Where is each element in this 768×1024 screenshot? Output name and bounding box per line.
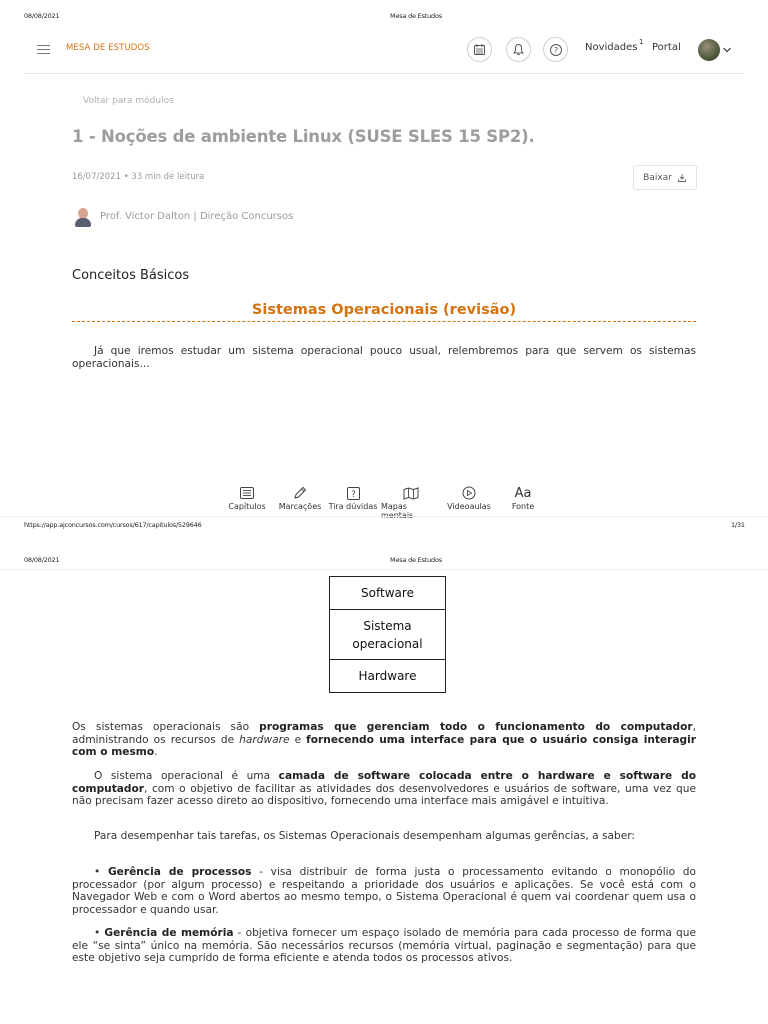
toolbar-chapters-label: Capítulos <box>228 502 266 511</box>
svg-text:?: ? <box>553 45 558 55</box>
paragraph-memory-management: • Gerência de memória - objetiva fornecer um espaço isolado de memória para cada processo de forma que ele “se sinta” único na memória. São necessários recursos (memória virtual, paginação e segmentação) para que este objetivo seja cumprido de forma eficiente e atenda todos os processos ativos. <box>72 927 696 965</box>
toolbar-questions[interactable] <box>328 485 378 511</box>
play-circle-icon <box>462 486 476 500</box>
orange-heading: Sistemas Operacionais (revisão) <box>251 302 517 318</box>
toolbar-bookmarks[interactable] <box>277 485 323 511</box>
diagram-software: Software <box>330 577 445 610</box>
avatar[interactable] <box>698 39 720 61</box>
calendar-icon <box>473 43 486 56</box>
map-icon <box>403 487 419 500</box>
question-icon <box>347 487 360 500</box>
paragraph-management-intro: Para desempenhar tais tarefas, os Sistemas Operacionais desempenham algumas gerências, a saber: <box>94 830 635 842</box>
download-label: Baixar <box>643 172 672 183</box>
toolbar-chapters[interactable] <box>224 485 270 511</box>
menu-icon[interactable] <box>37 42 50 57</box>
intro-paragraph: Já que iremos estudar um sistema operacional pouco usual, relembremos para que servem os sistemas operacionais... <box>72 345 696 370</box>
print-page-number: 1/31 <box>731 521 745 529</box>
brand-link[interactable]: MESA DE ESTUDOS <box>66 43 150 53</box>
toolbar-bookmarks-label: Marcações <box>278 502 322 511</box>
help-icon <box>549 43 563 57</box>
lesson-title: 1 - Noções de ambiente Linux (SUSE SLES 15 SP2). <box>72 127 535 146</box>
heading-underline <box>72 321 696 322</box>
print-date: 08/08/2021 <box>24 12 60 20</box>
toolbar-questions-label: Tira dúvidas <box>328 502 378 511</box>
toolbar-font-label: Fonte <box>511 502 535 511</box>
paragraph-layer: O sistema operacional é uma camada de software colocada entre o hardware e software do computador, com o objetivo de facilitar as atividades dos desenvolvedores e usuários de software, uma vez que não precisam fazer acesso direto ao dispositivo, fornecendo uma interface mais amigável e intuitiva. <box>72 770 696 808</box>
notifications-button[interactable] <box>506 37 531 62</box>
font-icon: Aa <box>514 485 532 501</box>
help-button[interactable] <box>543 37 568 62</box>
toolbar-font[interactable] <box>503 485 543 511</box>
chevron-down-icon[interactable] <box>722 46 732 54</box>
diagram-os: Sistema operacional <box>330 610 445 660</box>
layer-diagram <box>329 576 446 693</box>
toolbar-mind-maps[interactable] <box>381 485 441 520</box>
download-icon <box>677 173 687 183</box>
toolbar-divider <box>0 516 768 517</box>
author-name: Prof. Victor Dalton | Direção Concursos <box>100 211 294 222</box>
lesson-meta: 16/07/2021 • 33 min de leitura <box>72 172 205 182</box>
news-badge: 1 <box>639 38 644 46</box>
news-link[interactable]: Novidades <box>585 42 638 53</box>
toolbar-videos[interactable] <box>446 485 492 511</box>
toolbar-videos-label: Videoaulas <box>447 502 491 511</box>
svg-text:?: ? <box>350 489 356 500</box>
print-header-title-page2: Mesa de Estudos <box>390 556 442 564</box>
list-icon <box>240 487 254 499</box>
paragraph-process-management: • Gerência de processos - visa distribuir de forma justa o processamento evitando o monopólio do processador (por algum processo) e respeitando a prioridade dos usuários e aplicações. Se você está com o Navegador Web e com o Word abertos ao mesmo tempo, o Sistema Operacional é quem vai coordenar quem usa o processador e quando usar. <box>72 866 697 916</box>
print-footer-url: https://app.ajconcursos.com/cursos/617/capitulos/529646 <box>24 521 202 529</box>
section-heading: Conceitos Básicos <box>72 268 190 283</box>
bell-icon <box>512 43 525 56</box>
print-header-title: Mesa de Estudos <box>390 12 442 20</box>
back-link[interactable]: Voltar para módulos <box>83 96 174 106</box>
download-button[interactable] <box>633 165 697 190</box>
portal-link[interactable]: Portal <box>652 42 681 53</box>
calendar-button[interactable] <box>467 37 492 62</box>
print-date-page2: 08/08/2021 <box>24 556 60 564</box>
page2-divider <box>0 569 768 570</box>
author-avatar <box>74 207 92 227</box>
paragraph-definition: Os sistemas operacionais são programas que gerenciam todo o funcionamento do computador, administrando os recursos de hardware e fornecendo uma interface para que o usuário consiga interagir com o mesmo. <box>72 721 696 759</box>
topbar-divider <box>24 73 744 74</box>
diagram-hardware: Hardware <box>358 668 417 683</box>
pen-icon <box>293 486 307 500</box>
toolbar-mind-maps-label: Mapas <box>381 502 407 511</box>
